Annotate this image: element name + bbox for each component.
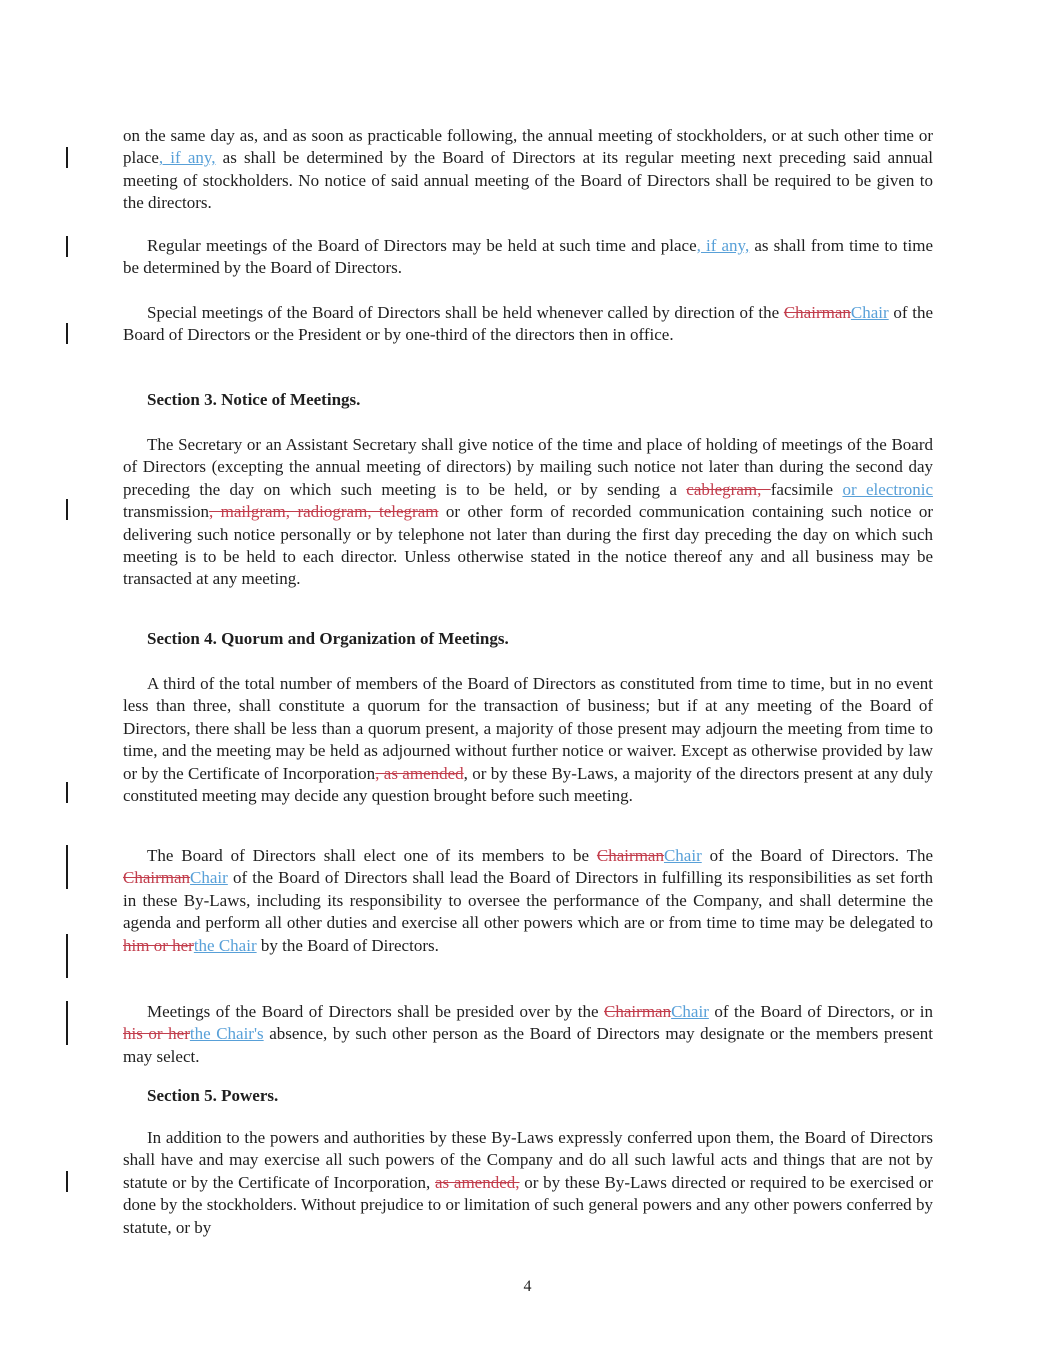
- text-run: by the Board of Directors.: [256, 935, 439, 955]
- text-run: of the Board of Directors. The: [701, 846, 934, 865]
- inserted-text: the Chair's: [189, 1024, 264, 1044]
- deleted-text: as amended,: [435, 1172, 520, 1192]
- inserted-text: the Chair: [193, 935, 257, 955]
- text-run: of the Board of Directors shall lead the Board of Directors in fulfilling its responsibilities as set forth in these By-Laws, including its responsibility to oversee the performance of the Company, and shall determine the agenda and perform all other duties and exercise all other powers which are or from time to time may be delegated to: [123, 868, 933, 933]
- section-heading: Section 3. Notice of Meetings.: [147, 390, 361, 409]
- deleted-text: Chairman: [596, 846, 664, 865]
- text-run: facsimile: [770, 479, 843, 499]
- change-bar: [66, 934, 68, 978]
- change-bar: [66, 782, 68, 803]
- text-run: Regular meetings of the Board of Directors may be held at such time and place: [147, 236, 697, 255]
- text-run: as shall be determined by the Board of Directors at its regular meeting next preceding said annual meeting of stockholders. No notice of said annual meeting of the Board of Directors shall be required to be given to the directors.: [123, 148, 933, 213]
- inserted-text: Chair: [850, 303, 889, 322]
- text-run: absence, by such other person as the Board of Directors may designate or the members present may select.: [123, 1024, 933, 1066]
- text-run: or other form of recorded communication containing such notice or delivering such notice personally or by telephone not later than during the first day preceding the day on which such meeting is to be held to each director. Unless otherwise stated in the notice thereof any and all business may be transacted at any meeting.: [123, 502, 933, 589]
- paragraph: [123, 673, 933, 807]
- text-run: The Board of Directors shall elect one of its members to be: [147, 846, 597, 865]
- deleted-text: Chairman: [783, 303, 851, 322]
- section-heading: Section 4. Quorum and Organization of Meetings.: [147, 629, 509, 648]
- text-run: In addition to the powers and authorities by these By-Laws expressly conferred upon them, the Board of Directors shall have and may exercise all such powers of the Company and do all such lawful acts and things that are not by statute or by the Certificate of Incorporation,: [123, 1128, 933, 1192]
- deleted-text: his or her: [123, 1024, 190, 1044]
- page-number: 4: [523, 1278, 532, 1295]
- inserted-text: Chair: [671, 1002, 709, 1021]
- text-run: or by these By-Laws directed or required to be exercised or done by the stockholders. Without prejudice to or limitation of such general powers and any other powers conferred by statute, or by: [123, 1172, 933, 1237]
- deleted-text: him or her: [123, 935, 194, 955]
- section-heading: Section 5. Powers.: [147, 1086, 279, 1105]
- paragraph: [123, 845, 933, 957]
- inserted-text: , if any,: [696, 236, 750, 255]
- change-bar: [66, 845, 68, 889]
- deleted-text: Chairman: [604, 1002, 672, 1021]
- deleted-text: Chairman: [123, 868, 191, 888]
- change-bar: [66, 323, 68, 344]
- paragraph: [123, 235, 933, 280]
- paragraph: [123, 1127, 933, 1239]
- inserted-text: or electronic: [842, 479, 933, 499]
- paragraph: [123, 302, 933, 347]
- text-run: , or by these By-Laws, a majority of the directors present at any duly constituted meeting may decide any question brought before such meeting.: [123, 763, 933, 806]
- text-run: transmission: [123, 502, 209, 522]
- text-run: on the same day as, and as soon as practicable following, the annual meeting of stockholders, or at such other time or place: [123, 126, 933, 168]
- inserted-text: Chair: [190, 868, 228, 888]
- paragraph: [123, 1001, 933, 1068]
- text-run: as shall from time to time be determined by the Board of Directors.: [123, 236, 933, 278]
- text-run: The Secretary or an Assistant Secretary shall give notice of the time and place of holding of meetings of the Board of Directors (excepting the annual meeting of directors) by mailing such notice not later than during the second day preceding the day on which such meeting is to be held, or by sending a: [123, 435, 933, 499]
- change-bar: [66, 1171, 68, 1192]
- inserted-text: Chair: [663, 846, 702, 865]
- text-run: A third of the total number of members of the Board of Directors as constituted from time to time, but in no event less than three, shall constitute a quorum for the transaction of business; but if at any meeting of the Board of Directors, there shall be less than a quorum present, a majority of those present may adjourn the meeting from time to time, and the meeting may be held as adjourned without further notice or waiver. Except as otherwise provided by law or by the Certificate of Incorporation: [123, 674, 933, 783]
- change-bar: [66, 499, 68, 520]
- text-run: of the Board of Directors or the President or by one-third of the directors then in office.: [123, 303, 933, 345]
- paragraph: [123, 434, 933, 591]
- deleted-text: , as amended: [375, 763, 464, 783]
- text-run: Special meetings of the Board of Directors shall be held whenever called by direction of the: [147, 303, 784, 322]
- text-run: Meetings of the Board of Directors shall be presided over by the: [147, 1002, 605, 1021]
- deleted-text: , mailgram, radiogram, telegram: [208, 502, 439, 522]
- text-run: of the Board of Directors, or in: [708, 1002, 933, 1021]
- change-bar: [66, 236, 68, 257]
- inserted-text: , if any,: [158, 148, 216, 168]
- change-bar: [66, 1001, 68, 1045]
- deleted-text: cablegram,: [686, 479, 771, 499]
- paragraph: [123, 125, 933, 215]
- change-bar: [66, 147, 68, 168]
